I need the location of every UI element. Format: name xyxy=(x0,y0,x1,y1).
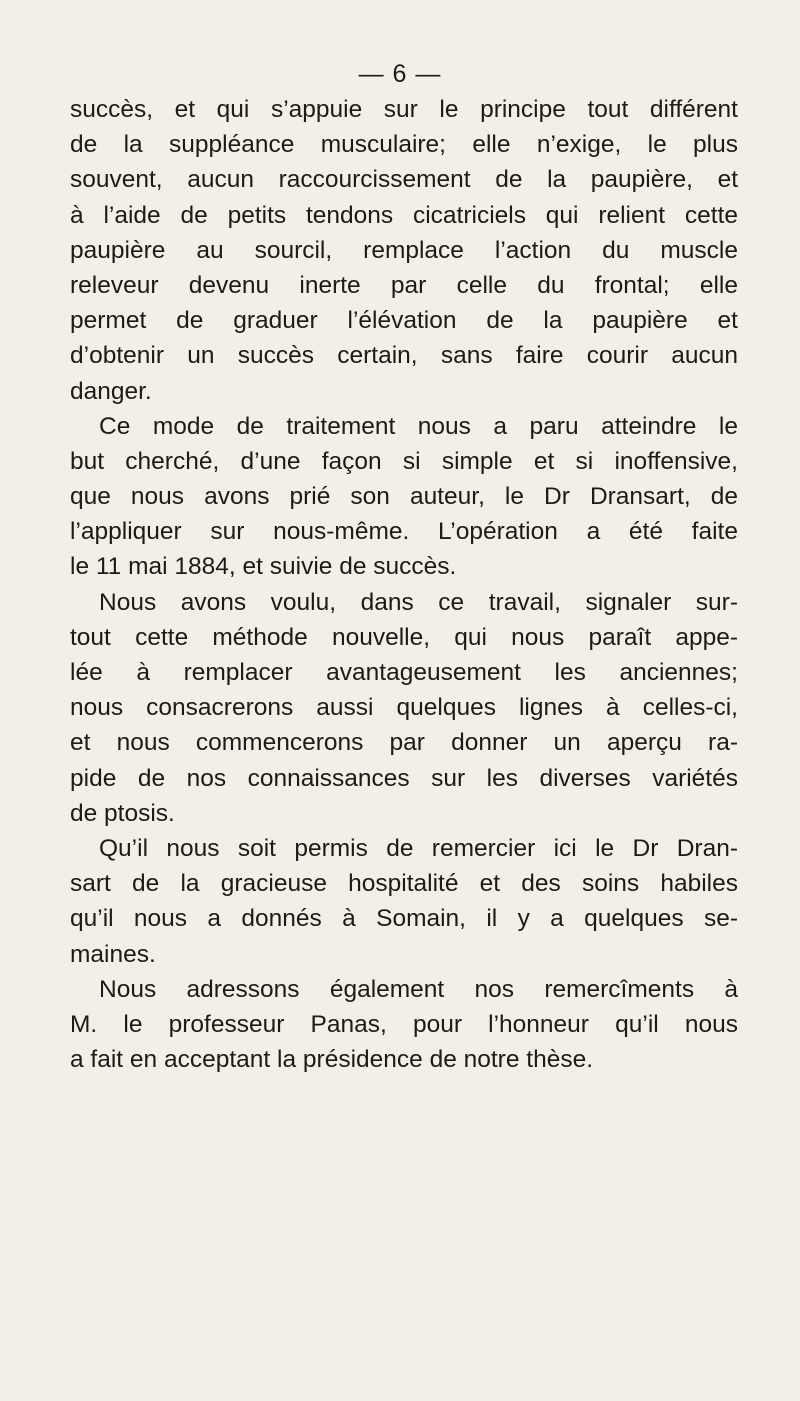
text-line: à l’aide de petits tendons cicatriciels qui relient cette xyxy=(70,201,738,229)
text-line: Ce mode de traitement nous a paru atteindre le xyxy=(99,412,738,440)
text-line: M. le professeur Panas, pour l’honneur qu’il nous xyxy=(70,1010,738,1038)
page-number: — 6 — xyxy=(358,60,442,88)
text-line: de la suppléance musculaire; elle n’exige, le plus xyxy=(70,131,738,159)
text-line: qu’il nous a donnés à Somain, il y a quelques se- xyxy=(70,905,738,933)
text-line: nous consacrerons aussi quelques lignes à celles-ci, xyxy=(70,694,738,722)
text-line: l’appliquer sur nous-même. L’opération a été faite xyxy=(70,518,738,546)
text-line: succès, et qui s’appuie sur le principe tout différent xyxy=(70,96,738,123)
text-line: d’obtenir un succès certain, sans faire courir aucun xyxy=(70,342,738,370)
text-line: tout cette méthode nouvelle, qui nous paraît appe- xyxy=(70,623,738,651)
text-line: Nous adressons également nos remercîments à xyxy=(99,975,738,1003)
text-line: releveur devenu inerte par celle du frontal; elle xyxy=(70,271,738,299)
text-line: danger. xyxy=(70,377,152,405)
text-line: sart de la gracieuse hospitalité et des soins habiles xyxy=(70,870,738,898)
text-line: but cherché, d’une façon si simple et si inoffensive, xyxy=(70,447,738,475)
text-line: et nous commencerons par donner un aperçu ra- xyxy=(70,729,738,757)
paragraph-1 xyxy=(70,92,738,409)
paragraph-4 xyxy=(70,831,738,972)
text-line: que nous avons prié son auteur, le Dr Dransart, de xyxy=(70,483,738,511)
paragraph-3 xyxy=(70,585,738,831)
text-line: souvent, aucun raccourcissement de la paupière, et xyxy=(70,166,738,194)
text-line: Nous avons voulu, dans ce travail, signaler sur- xyxy=(99,588,738,616)
text-line: maines. xyxy=(70,940,156,968)
text-line: permet de graduer l’élévation de la paupière et xyxy=(70,307,738,335)
text-line: Qu’il nous soit permis de remercier ici le Dr Dran- xyxy=(99,834,738,862)
text-line: de ptosis. xyxy=(70,799,175,827)
text-line: a fait en acceptant la présidence de notre thèse. xyxy=(70,1046,594,1074)
text-line: lée à remplacer avantageusement les anciennes; xyxy=(70,659,738,686)
paragraph-2 xyxy=(70,409,738,585)
text-line: le 11 mai 1884, et suivie de succès. xyxy=(70,553,457,581)
text-line: paupière au sourcil, remplace l’action du muscle xyxy=(70,236,738,264)
text-line: pide de nos connaissances sur les diverses variétés xyxy=(70,764,738,792)
paragraph-5 xyxy=(70,972,738,1078)
